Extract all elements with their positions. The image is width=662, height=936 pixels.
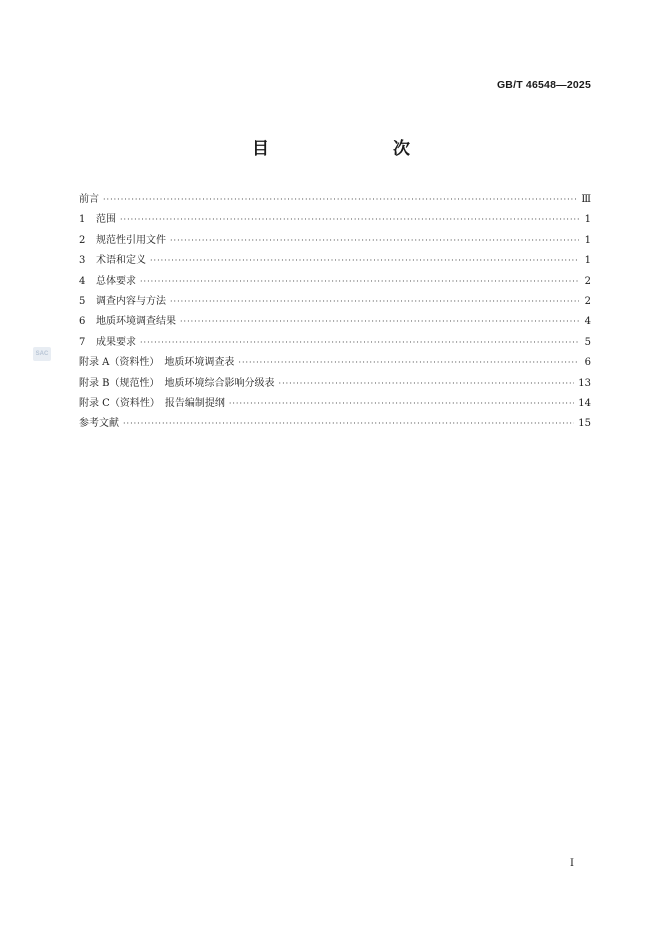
toc-entry-page: 15 xyxy=(578,418,591,430)
standard-code: GB/T 46548—2025 xyxy=(496,79,591,91)
toc-leader-dots xyxy=(150,256,579,265)
toc-entry-survey-content-methods[interactable] xyxy=(79,292,591,312)
toc-leader-dots xyxy=(170,297,579,306)
toc-entry-label: 术语和定义 xyxy=(96,255,146,267)
toc-leader-dots xyxy=(140,277,579,286)
page-number: I xyxy=(570,858,574,869)
toc-entry-number: 2 xyxy=(79,234,86,246)
toc-entry-normative-references[interactable] xyxy=(79,231,591,251)
toc-entry-label: 附录 A（资料性） 地质环境调查表 xyxy=(79,357,235,369)
toc-entry-label: 规范性引用文件 xyxy=(96,234,166,246)
toc-entry-label: 范围 xyxy=(96,214,116,226)
toc-entry-label: 总体要求 xyxy=(96,275,136,287)
toc-leader-dots xyxy=(170,236,579,245)
toc-entry-page: 14 xyxy=(578,397,591,409)
toc-leader-dots xyxy=(123,419,574,428)
toc-entry-annex-a[interactable] xyxy=(79,353,591,373)
toc-entry-number: 7 xyxy=(79,336,86,348)
toc-title: 目 次 xyxy=(252,139,440,159)
toc-entry-foreword[interactable] xyxy=(79,190,591,210)
toc-entry-page: 1 xyxy=(584,255,591,267)
toc-entry-page: 1 xyxy=(584,234,591,246)
toc-leader-dots xyxy=(120,215,579,224)
toc-entry-survey-results[interactable] xyxy=(79,312,591,332)
toc-entry-label: 附录 B（规范性） 地质环境综合影响分级表 xyxy=(79,377,275,389)
toc-leader-dots xyxy=(140,338,579,347)
toc-entry-label: 调查内容与方法 xyxy=(96,295,166,307)
table-of-contents xyxy=(79,190,591,435)
toc-entry-number: 5 xyxy=(79,295,86,307)
toc-entry-page: 1 xyxy=(584,214,591,226)
toc-entry-number: 6 xyxy=(79,316,86,328)
watermark-logo: SAC xyxy=(33,347,51,361)
toc-entry-scope[interactable] xyxy=(79,210,591,230)
toc-entry-label: 参考文献 xyxy=(79,418,119,430)
toc-leader-dots xyxy=(279,379,575,388)
toc-entry-page: 6 xyxy=(584,357,591,369)
toc-entry-page: 13 xyxy=(578,377,591,389)
toc-entry-bibliography[interactable] xyxy=(79,414,591,434)
toc-entry-annex-b[interactable] xyxy=(79,374,591,394)
toc-entry-deliverables[interactable] xyxy=(79,333,591,353)
toc-entry-page: 5 xyxy=(584,336,591,348)
toc-entry-general-requirements[interactable] xyxy=(79,272,591,292)
toc-entry-label: 附录 C（资料性） 报告编制提纲 xyxy=(79,397,225,409)
toc-entry-page: 2 xyxy=(584,275,591,287)
toc-leader-dots xyxy=(229,399,574,408)
toc-leader-dots xyxy=(238,358,579,367)
toc-entry-page: Ⅲ xyxy=(581,194,591,205)
toc-entry-page: 4 xyxy=(584,316,591,328)
toc-entry-page: 2 xyxy=(584,295,591,307)
toc-entry-label: 地质环境调查结果 xyxy=(96,316,176,328)
toc-entry-annex-c[interactable] xyxy=(79,394,591,414)
toc-entry-number: 4 xyxy=(79,275,86,287)
toc-entry-terms-definitions[interactable] xyxy=(79,251,591,271)
toc-entry-number: 1 xyxy=(79,214,86,226)
toc-entry-label: 成果要求 xyxy=(96,336,136,348)
toc-leader-dots xyxy=(103,195,577,204)
toc-entry-label: 前言 xyxy=(79,194,99,205)
toc-entry-number: 3 xyxy=(79,255,86,267)
toc-leader-dots xyxy=(180,317,579,326)
